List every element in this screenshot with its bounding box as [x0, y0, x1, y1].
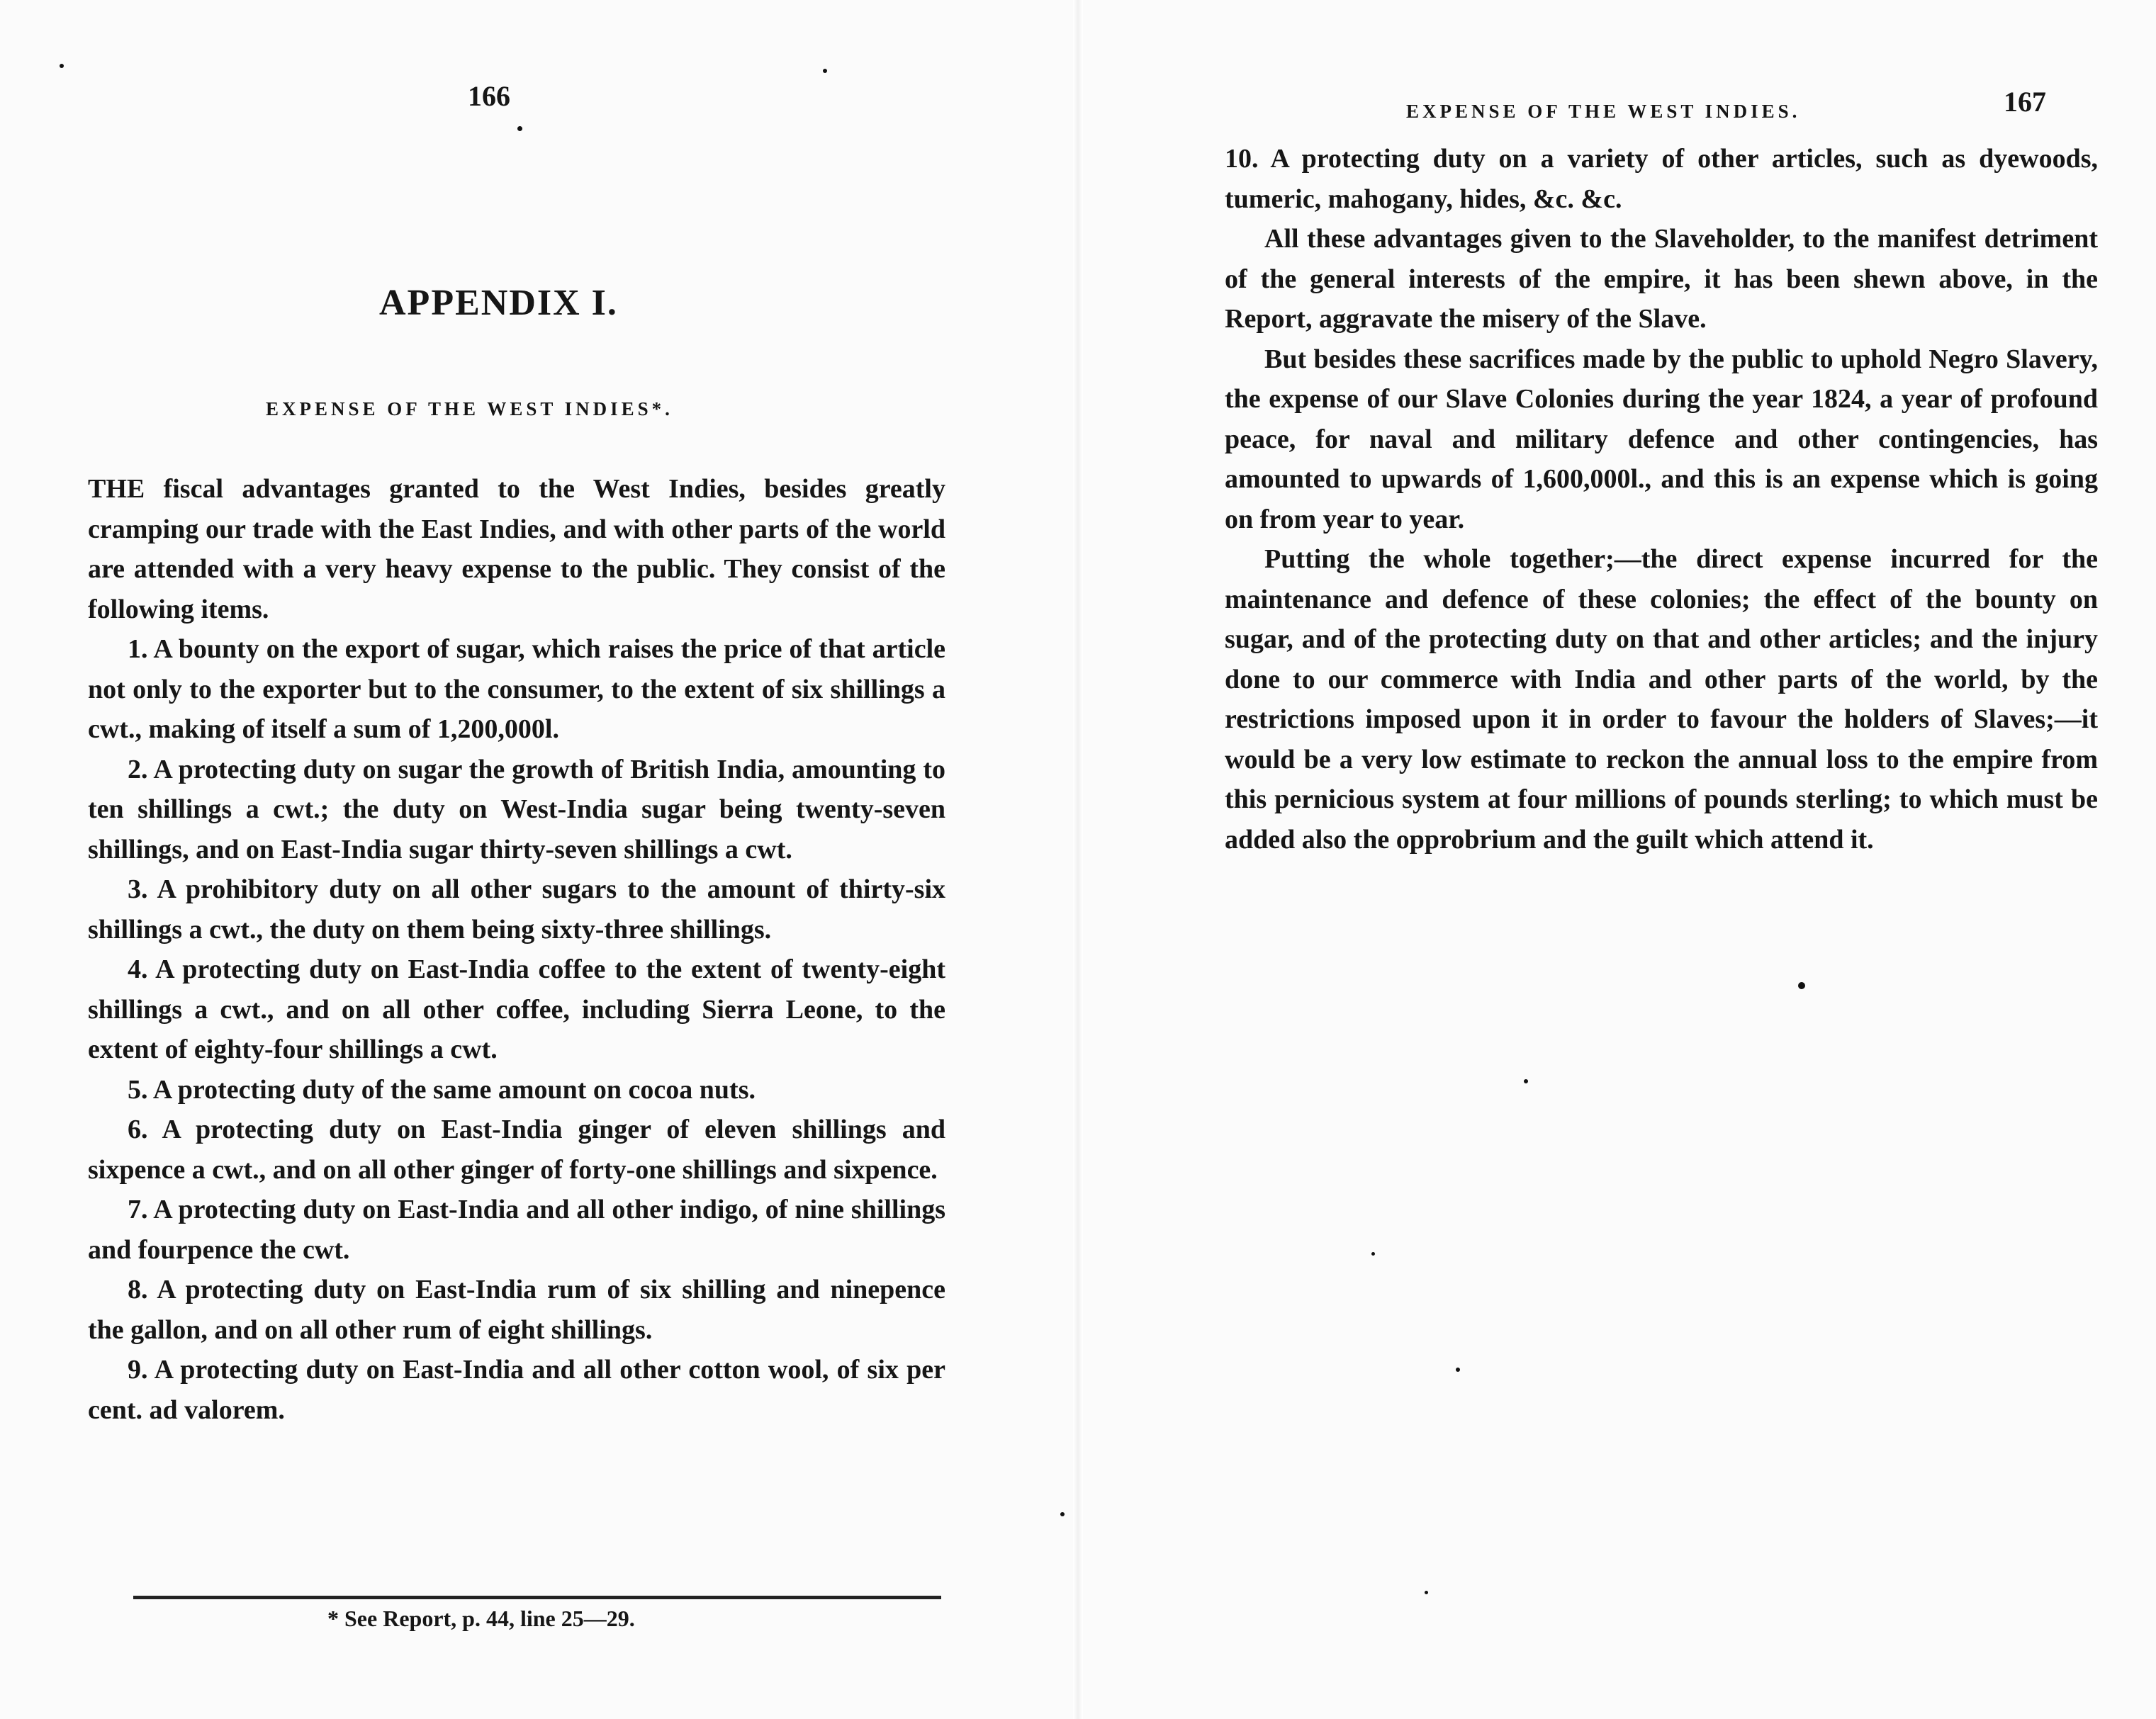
- scan-speck: [1425, 1591, 1428, 1594]
- scan-speck: [60, 64, 64, 68]
- left-body-text: [88, 469, 945, 1430]
- item-4-paragraph: 4. A protecting duty on East-India coffee to the extent of twenty-eight shillings a cwt., and on all other coffee, including Sierra Leone, to the extent of eighty-four shillings a cwt.: [88, 954, 945, 1064]
- footnote: * See Report, p. 44, line 25—29.: [327, 1606, 635, 1631]
- summary-paragraph: Putting the whole together;—the direct expense incurred for the maintenance and defence of these colonies; the effect of the bounty on sugar, and of the protecting duty on that and other articles; and the injury done to our commerce with India and other parts of the world, by the restrictions imposed upon it in order to favour the holders of Slaves;—it would be a very low estimate to reckon the annual loss to the empire from this pernicious system at four millions of pounds sterling; to which must be added also the opprobrium and the guilt which attend it.: [1225, 544, 2098, 855]
- right-page: [1078, 0, 2156, 1719]
- scan-speck: [823, 69, 827, 73]
- scan-speck: [1456, 1368, 1460, 1372]
- advantages-paragraph: All these advantages given to the Slaveholder, to the manifest detriment of the general interests of the empire, it has been shewn above, in the Report, aggravate the misery of the Slave.: [1225, 224, 2098, 334]
- item-2-paragraph: 2. A protecting duty on sugar the growth of British India, amounting to ten shillings a cwt.; the duty on West-India sugar being twenty-seven shillings, and on East-India sugar thirty-seven shillings a cwt.: [88, 754, 945, 864]
- item-5-paragraph: 5. A protecting duty of the same amount on cocoa nuts.: [128, 1074, 756, 1105]
- page-number-right: 167: [2004, 86, 2046, 118]
- footnote-rule: [133, 1596, 941, 1599]
- appendix-title: APPENDIX I.: [379, 283, 618, 323]
- item-6-paragraph: 6. A protecting duty on East-India ginger of eleven shillings and sixpence a cwt., and on all other ginger of forty-one shillings and sixpence.: [88, 1115, 945, 1185]
- scan-speck: [517, 126, 522, 131]
- page-number-left: 166: [468, 80, 510, 112]
- item-3-paragraph: 3. A prohibitory duty on all other sugars to the amount of thirty-six shillings a cwt., the duty on them being sixty-three shillings.: [88, 874, 945, 945]
- item-10-paragraph: 10. A protecting duty on a variety of other articles, such as dyewoods, tumeric, mahogany, hides, &c. &c.: [1225, 144, 2098, 214]
- running-head: EXPENSE OF THE WEST INDIES.: [1406, 101, 1801, 122]
- item-8-paragraph: 8. A protecting duty on East-India rum of six shilling and ninepence the gallon, and on all other rum of eight shillings.: [88, 1275, 945, 1345]
- item-7-paragraph: 7. A protecting duty on East-India and all other indigo, of nine shillings and fourpence the cwt.: [88, 1195, 945, 1265]
- right-body-text: [1225, 139, 2098, 860]
- scan-speck: [1524, 1079, 1528, 1083]
- scan-speck: [1060, 1512, 1065, 1516]
- expense-paragraph: But besides these sacrifices made by the public to uphold Negro Slavery, the expense of our Slave Colonies during the year 1824, a year of profound peace, for naval and military defence and other contingencies, has amounted to upwards of 1,600,000l., and this is an expense which is going on from year to year.: [1225, 344, 2098, 534]
- scan-speck: [1798, 982, 1805, 989]
- intro-paragraph: THE fiscal advantages granted to the West Indies, besides greatly cramping our trade with the East Indies, and with other parts of the world are attended with a very heavy expense to the public. They consist of the following items.: [88, 474, 945, 624]
- scan-speck: [1371, 1252, 1375, 1256]
- section-heading: EXPENSE OF THE WEST INDIES*.: [266, 398, 673, 419]
- item-9-paragraph: 9. A protecting duty on East-India and all other cotton wool, of six per cent. ad valorem.: [88, 1355, 945, 1425]
- item-1-paragraph: 1. A bounty on the export of sugar, which raises the price of that article not only to the exporter but to the consumer, to the extent of six shillings a cwt., making of itself a sum of 1,200,000l.: [88, 634, 945, 744]
